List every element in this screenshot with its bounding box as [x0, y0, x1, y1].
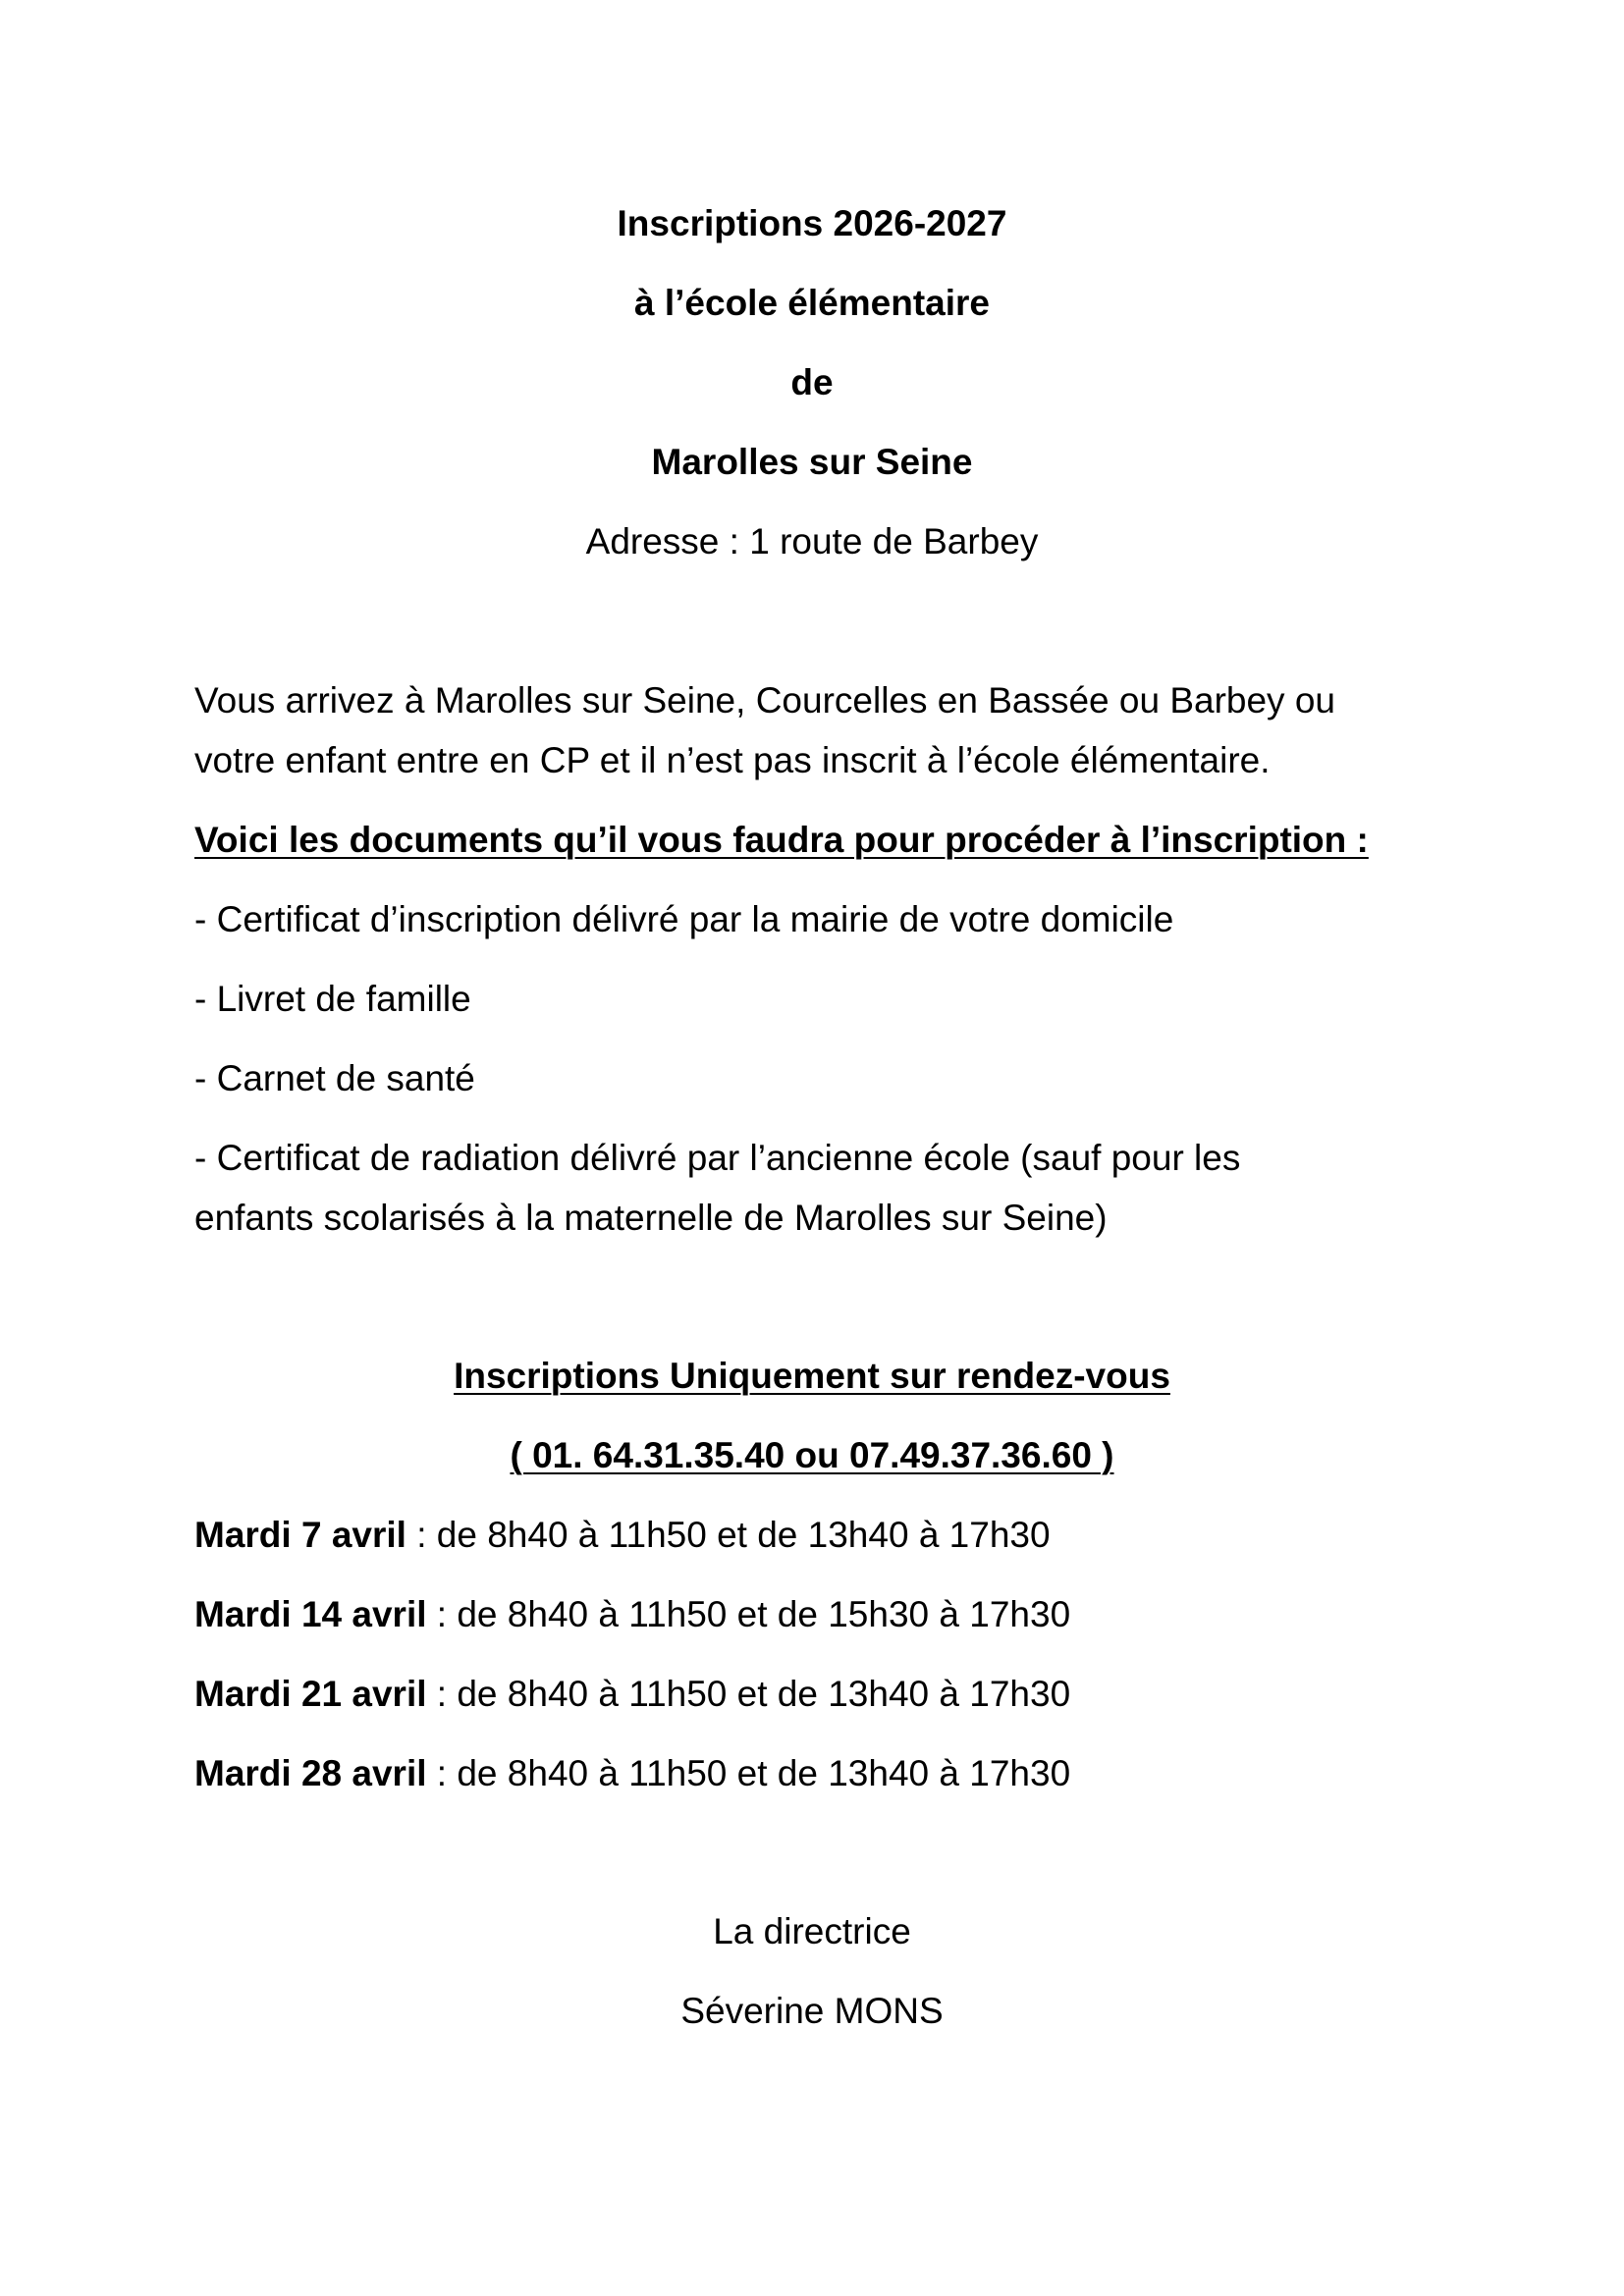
schedule-row	[194, 1750, 1070, 1797]
title-line-1: Inscriptions 2026-2027	[617, 203, 1007, 243]
schedule-hours: : de 8h40 à 11h50 et de 15h30 à 17h30	[426, 1594, 1071, 1634]
schedule-row	[194, 1591, 1070, 1638]
title-line-3: de	[790, 362, 834, 402]
intro-line-2: votre enfant entre en CP et il n’est pas inscrit à l’école élémentaire.	[194, 740, 1271, 780]
documents-heading: Voici les documents qu’il vous faudra pour procéder à l’inscription :	[194, 820, 1369, 860]
signature-name: Séverine MONS	[680, 1991, 944, 2031]
document-item: - Carnet de santé	[194, 1058, 475, 1098]
document-item: - Certificat d’inscription délivré par la mairie de votre domicile	[194, 899, 1174, 939]
schedule-hours: : de 8h40 à 11h50 et de 13h40 à 17h30	[426, 1674, 1071, 1714]
schedule-day: Mardi 14 avril	[194, 1594, 427, 1634]
schedule-day: Mardi 7 avril	[194, 1515, 406, 1555]
signature-role: La directrice	[713, 1911, 911, 1951]
schedule-row	[194, 1512, 1051, 1559]
document-item: - Livret de famille	[194, 979, 471, 1019]
schedule-day: Mardi 28 avril	[194, 1753, 427, 1793]
document-item: - Certificat de radiation délivré par l’ancienne école (sauf pour les	[194, 1138, 1241, 1178]
title-line-2: à l’école élémentaire	[634, 283, 990, 323]
schedule-day: Mardi 21 avril	[194, 1674, 427, 1714]
schedule-hours: : de 8h40 à 11h50 et de 13h40 à 17h30	[426, 1753, 1071, 1793]
title-line-4: Marolles sur Seine	[651, 442, 973, 482]
appointments-heading: Inscriptions Uniquement sur rendez-vous	[454, 1356, 1170, 1396]
schedule-row	[194, 1671, 1070, 1718]
intro-line-1: Vous arrivez à Marolles sur Seine, Courcelles en Bassée ou Barbey ou	[194, 680, 1335, 721]
document-item-continued: enfants scolarisés à la maternelle de Marolles sur Seine)	[194, 1198, 1108, 1238]
schedule-hours: : de 8h40 à 11h50 et de 13h40 à 17h30	[406, 1515, 1051, 1555]
address: Adresse : 1 route de Barbey	[585, 521, 1039, 561]
phone-numbers: ( 01. 64.31.35.40 ou 07.49.37.36.60 )	[510, 1435, 1114, 1475]
